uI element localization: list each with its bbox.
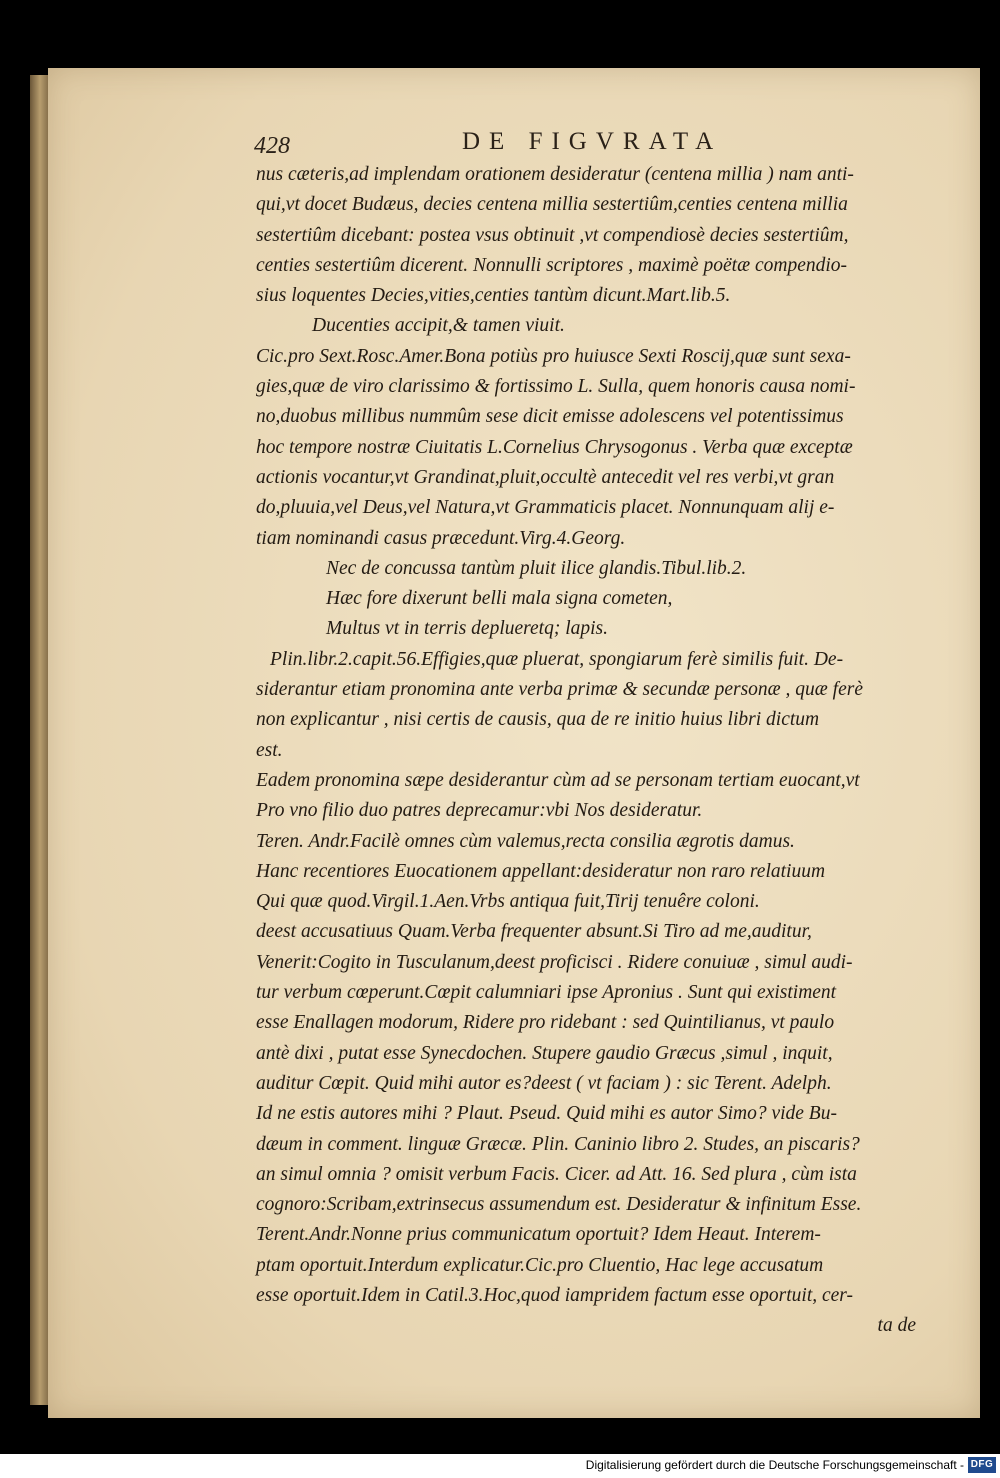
text-line: gies,quæ de viro clarissimo & fortissimo L. Sulla, quem honoris causa nomi- [256, 376, 856, 398]
text-line: Id ne estis autores mihi ? Plaut. Pseud. Quid mihi es autor Simo? vide Bu- [256, 1103, 837, 1125]
text-line: ptam oportuit.Interdum explicatur.Cic.pro Cluentio, Hac lege accusatum [256, 1254, 824, 1276]
text-line: tur verbum cœperunt.Cœpit calumniari ipse Apronius . Sunt qui existiment [256, 982, 837, 1004]
funding-credit: Digitalisierung gefördert durch die Deutsche Forschungsgemeinschaft - [585, 1458, 964, 1472]
text-line: Teren. Andr.Facilè omnes cùm valemus,recta consilia ægrotis damus. [256, 830, 795, 852]
text-line: deest accusatiuus Quam.Verba frequenter absunt.Si Tiro ad me,auditur, [256, 921, 812, 943]
running-head: DE FIGVRATA [462, 128, 723, 155]
text-line: Cic.pro Sext.Rosc.Amer.Bona potiùs pro huiusce Sexti Roscij,quæ sunt sexa- [256, 345, 851, 367]
text-line: actionis vocantur,vt Grandinat,pluit,occultè antecedit vel res verbi,vt gran [256, 466, 835, 488]
text-line: no,duobus millibus nummûm sese dicit emisse adolescens vel potentissimus [256, 406, 844, 428]
digitization-footer [0, 1454, 1000, 1478]
text-line: do,pluuia,vel Deus,vel Natura,vt Grammaticis placet. Nonnunquam alij e- [256, 497, 835, 519]
text-line: siderantur etiam pronomina ante verba primæ & secundæ personæ , quæ ferè [256, 679, 863, 701]
verse-line: Hæc fore dixerunt belli mala signa cometen, [326, 588, 673, 610]
text-line: Venerit:Cogito in Tusculanum,deest proficisci . Ridere conuiuæ , simul audi- [256, 951, 853, 973]
verse-line: Multus vt in terris deplueretq; lapis. [326, 618, 608, 640]
text-line: Qui quæ quod.Virgil.1.Aen.Vrbs antiqua fuit,Tirij tenuêre coloni. [256, 891, 760, 913]
text-line: Hanc recentiores Euocationem appellant:desideratur non raro relatiuum [256, 860, 826, 882]
text-line: cognoro:Scribam,extrinsecus assumendum est. Desideratur & infinitum Esse. [256, 1194, 862, 1216]
text-line: tiam nominandi casus præcedunt.Virg.4.Georg. [256, 527, 626, 549]
text-line: qui,vt docet Budæus, decies centena millia sestertiûm,centies centena millia [256, 194, 848, 216]
verse-line: Nec de concussa tantùm pluit ilice glandis.Tibul.lib.2. [326, 557, 747, 579]
text-line: sestertiûm dicebant: postea vsus obtinuit ,vt compendiosè decies sestertiûm, [256, 224, 849, 246]
text-line: non explicantur , nisi certis de causis, qua de re initio huius libri dictum [256, 709, 820, 731]
verse-line: Ducenties accipit,& tamen viuit. [312, 315, 565, 337]
text-line: Terent.Andr.Nonne prius communicatum oportuit? Idem Heaut. Interem- [256, 1224, 821, 1246]
text-line: auditur Cœpit. Quid mihi autor es?deest ( vt faciam ) : sic Terent. Adelph. [256, 1072, 832, 1094]
dfg-logo: DFG [968, 1457, 996, 1473]
body-text [256, 160, 918, 1342]
text-line: Pro vno filio duo patres deprecamur:vbi Nos desideratur. [256, 800, 703, 822]
text-line: sius loquentes Decies,vities,centies tantùm dicunt.Mart.lib.5. [256, 285, 731, 307]
text-line: esse Enallagen modorum, Ridere pro ridebant : sed Quintilianus, vt paulo [256, 1012, 835, 1034]
text-line: antè dixi , putat esse Synecdochen. Stupere gaudio Græcus ,simul , inquit, [256, 1042, 833, 1064]
text-line: esse oportuit.Idem in Catil.3.Hoc,quod iampridem factum esse oportuit, cer- [256, 1284, 853, 1306]
text-line: est. [256, 739, 283, 761]
text-line: nus cæteris,ad implendam orationem desideratur (centena millia ) nam anti- [256, 164, 854, 185]
catchword: ta de [877, 1315, 916, 1337]
text-line: Plin.libr.2.capit.56.Effigies,quæ pluerat, spongiarum ferè similis fuit. De- [270, 648, 844, 670]
text-line: centies sestertiûm dicerent. Nonnulli scriptores , maximè poëtæ compendio- [256, 254, 848, 276]
book-spine-edge [30, 75, 50, 1405]
text-line: an simul omnia ? omisit verbum Facis. Cicer. ad Att. 16. Sed plura , cùm ista [256, 1163, 857, 1185]
page-number: 428 [254, 133, 290, 159]
text-line: Eadem pronomina sæpe desiderantur cùm ad se personam tertiam euocant,vt [256, 769, 860, 791]
text-line: dæum in comment. linguæ Græcæ. Plin. Caninio libro 2. Studes, an piscaris? [256, 1133, 860, 1155]
text-line: hoc tempore nostræ Ciuitatis L.Cornelius Chrysogonus . Verba quæ exceptæ [256, 436, 853, 458]
